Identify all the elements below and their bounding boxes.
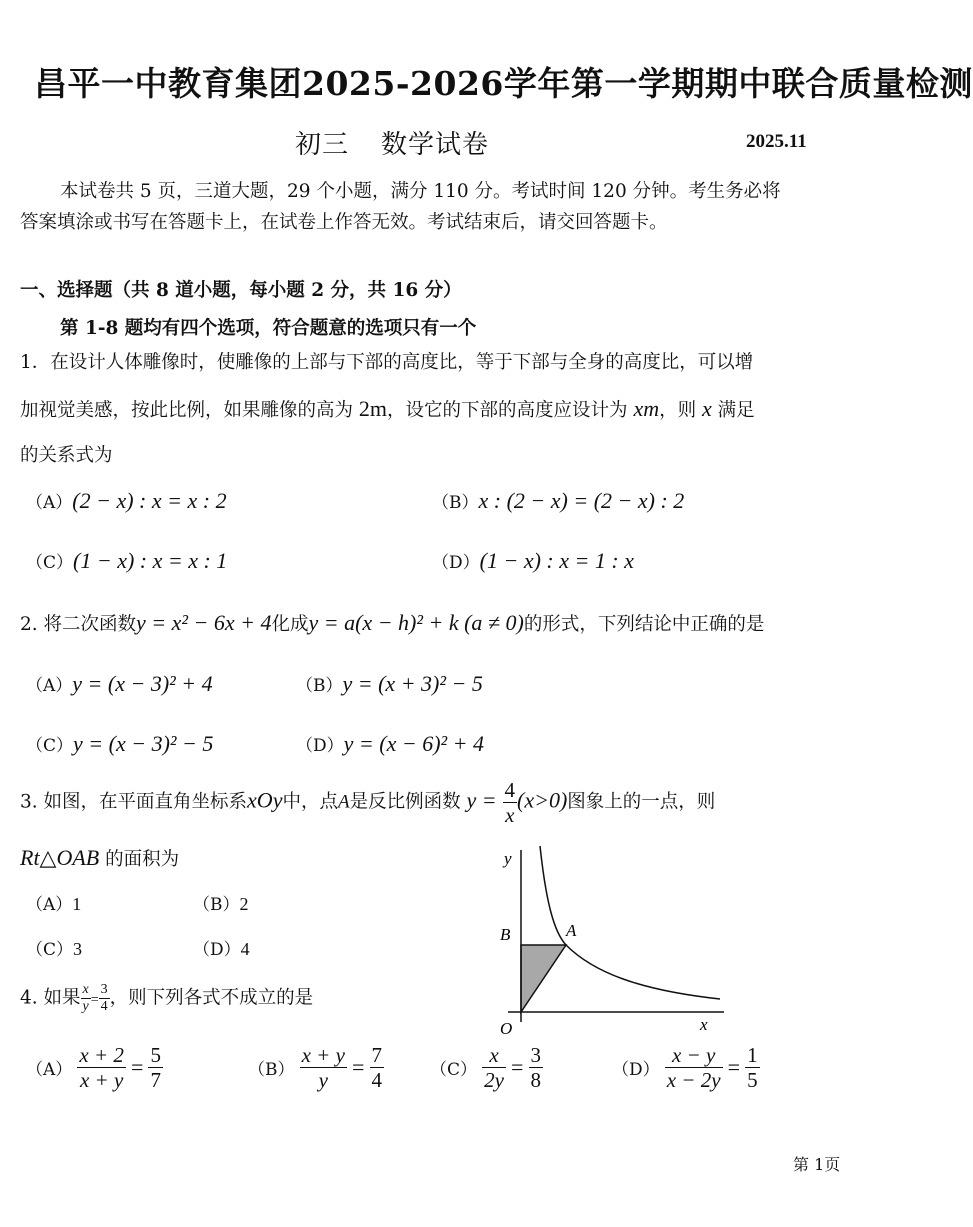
equals-sign: =	[352, 1054, 365, 1080]
q3-stem	[20, 778, 715, 827]
q2-option-b[interactable]	[296, 671, 483, 697]
grade-label: 初三	[295, 130, 350, 160]
frac-num: 7	[371, 1043, 383, 1067]
q2-option-c[interactable]	[26, 731, 213, 757]
q3-line-2	[20, 845, 179, 871]
frac-num: x − y	[665, 1043, 723, 1068]
option-value: 1	[72, 894, 82, 914]
section-heading: 一、选择题（共 8 道小题，每小题 2 分，共 16 分）	[20, 280, 462, 301]
frac-den: x + y	[79, 1068, 124, 1093]
q1-line-2	[20, 396, 755, 422]
option-label: （D）	[612, 1060, 660, 1081]
q3-option-d[interactable]	[193, 935, 250, 960]
option-expr: (2 − x) : x = x : 2	[72, 488, 227, 513]
option-frac-left	[77, 1043, 126, 1092]
q2-stem	[20, 610, 764, 636]
q2-option-a[interactable]	[26, 671, 213, 697]
option-expr: (1 − x) : x = 1 : x	[479, 548, 634, 573]
q1-option-b[interactable]	[432, 488, 684, 514]
frac-den: x	[505, 803, 515, 828]
option-label: （D）	[432, 553, 480, 573]
q4-suffix: ，则下列各式不成立的是	[109, 987, 314, 1009]
q1-option-d[interactable]	[432, 548, 634, 574]
q1-text-g: 满足	[717, 400, 755, 421]
subject-label: 数学试卷	[381, 130, 490, 160]
q3-graph	[488, 842, 728, 1042]
frac-den: y	[82, 999, 89, 1015]
option-frac-left	[665, 1043, 723, 1092]
option-label: （C）	[430, 1060, 478, 1081]
q2-function: y = x² − 6x + 4	[136, 610, 272, 635]
q3-area-text: 的面积为	[99, 849, 180, 870]
option-expr: y = (x − 3)² − 5	[73, 731, 214, 756]
intro-line-2: 答案填涂或书写在答题卡上，在试卷上作答无效。考试结束后，请交回答题卡。	[20, 212, 668, 233]
q1-x: x	[702, 396, 712, 421]
option-frac-right	[745, 1043, 760, 1092]
frac-num: x	[482, 1043, 506, 1068]
q1-line-1: 1．在设计人体雕像时，使雕像的上部与下部的高度比，等于下部与全身的高度比，可以增	[20, 352, 754, 373]
option-label: （D）	[193, 940, 241, 960]
q4-cond-frac-left	[81, 982, 91, 1015]
exam-date: 2025.11	[746, 131, 807, 152]
option-label: （B）	[248, 1060, 295, 1081]
option-frac-left	[300, 1043, 347, 1092]
q3-suffix: 图象上的一点，则	[567, 791, 716, 813]
exam-subtitle	[295, 124, 489, 161]
option-expr: x : (2 − x) = (2 − x) : 2	[478, 488, 685, 513]
frac-den: 5	[747, 1068, 758, 1093]
option-label: （D）	[296, 736, 344, 756]
frac-den: 7	[150, 1068, 161, 1093]
frac-den: 2y	[484, 1068, 504, 1093]
q4-stem	[20, 982, 313, 1015]
q1-height: 2m	[358, 396, 388, 421]
graph-label-b: B	[500, 925, 511, 944]
q1-text-c: ，设它的下部的高度应设计为	[387, 400, 628, 421]
option-label: （B）	[296, 676, 343, 696]
q3-option-a[interactable]	[26, 890, 81, 915]
graph-label-o: O	[500, 1019, 513, 1038]
frac-num: 1	[747, 1043, 758, 1067]
frac-den: 4	[100, 999, 108, 1015]
equals-sign: =	[130, 1054, 144, 1080]
graph-label-y: y	[504, 849, 512, 868]
frac-den: 8	[530, 1068, 542, 1093]
option-label: （A）	[26, 493, 73, 513]
equals-sign: =	[727, 1054, 741, 1080]
q2-vertex-form: y = a(x − h)² + k (a ≠ 0)	[308, 610, 524, 635]
frac-den: x − 2y	[666, 1068, 721, 1093]
q1-option-c[interactable]	[26, 548, 227, 574]
intro-line-1: 本试卷共 5 页，三道大题，29 个小题，满分 110 分。考试时间 120 分钟。考生务必将	[60, 181, 781, 202]
option-label: （C）	[26, 940, 74, 960]
q3-fraction	[503, 778, 518, 827]
option-label: （A）	[26, 1060, 73, 1081]
q1-line-3: 的关系式为	[20, 445, 113, 466]
triangle-oab	[521, 945, 566, 1012]
q1-xm: xm	[633, 396, 660, 421]
q3-mid: 中，点	[282, 791, 338, 813]
frac-num: 4	[504, 778, 516, 802]
frac-num: 3	[99, 982, 110, 999]
exam-title: 昌平一中教育集团2025-2026学年第一学期期中联合质量检测	[34, 64, 973, 103]
q2-option-d[interactable]	[296, 731, 484, 757]
q2-suffix: 的形式，下列结论中正确的是	[523, 614, 765, 635]
q4-option-d[interactable]	[612, 1043, 760, 1092]
q4-prefix: 4. 如果	[20, 987, 81, 1009]
q3-domain: (x>0)	[517, 787, 568, 813]
q2-prefix: 2. 将二次函数	[20, 614, 137, 635]
option-label: （B）	[193, 895, 240, 915]
option-expr: y = (x − 6)² + 4	[343, 731, 484, 756]
q3-point-a: A	[337, 791, 350, 813]
q3-mid2: 是反比例函数	[349, 791, 461, 813]
option-expr: y = (x + 3)² − 5	[342, 671, 483, 696]
option-label: （C）	[26, 736, 74, 756]
equals-sign: =	[511, 1054, 524, 1080]
q4-cond-frac-right	[99, 982, 110, 1015]
q1-option-a[interactable]	[26, 488, 227, 514]
section-note: 第 1-8 题均有四个选项，符合题意的选项只有一个	[60, 318, 477, 339]
q4-option-a[interactable]	[26, 1043, 163, 1092]
option-frac-right	[148, 1043, 163, 1092]
page-number: 第 1页	[793, 1155, 841, 1174]
q1-text-a: 加视觉美感，按此比例，如果雕像的高为	[20, 400, 354, 421]
option-label: （C）	[26, 553, 74, 573]
option-frac-right	[370, 1043, 385, 1092]
option-frac-left	[482, 1043, 506, 1092]
q3-prefix: 3. 如图，在平面直角坐标系	[20, 791, 248, 813]
option-expr: y = (x − 3)² + 4	[72, 671, 213, 696]
q3-option-b[interactable]	[193, 890, 249, 915]
option-value: 3	[73, 939, 83, 959]
q3-option-c[interactable]	[26, 935, 82, 960]
q4-option-b[interactable]	[248, 1043, 384, 1092]
option-label: （A）	[26, 895, 73, 915]
graph-label-a: A	[566, 921, 577, 940]
graph-label-x: x	[700, 1015, 708, 1034]
q3-func-lhs: y =	[466, 787, 497, 813]
q3-system: xOy	[247, 787, 283, 813]
frac-num: x + y	[301, 1043, 345, 1067]
frac-num: x + 2	[79, 1043, 124, 1067]
option-expr: (1 − x) : x = x : 1	[73, 548, 228, 573]
option-value: 2	[239, 894, 249, 914]
frac-num: 5	[150, 1043, 161, 1067]
q4-option-c[interactable]	[430, 1043, 543, 1092]
q3-triangle: Rt△OAB	[20, 845, 100, 870]
frac-num: x	[81, 982, 91, 999]
option-label: （B）	[432, 493, 479, 513]
q2-mid: 化成	[271, 614, 309, 635]
q1-text-e: ，则	[659, 400, 697, 421]
frac-den: 4	[371, 1068, 383, 1093]
q4-eq: =	[90, 992, 99, 1008]
option-label: （A）	[26, 676, 73, 696]
option-value: 4	[240, 939, 250, 959]
frac-den: y	[318, 1068, 328, 1093]
frac-num: 3	[530, 1043, 542, 1067]
option-frac-right	[529, 1043, 544, 1092]
